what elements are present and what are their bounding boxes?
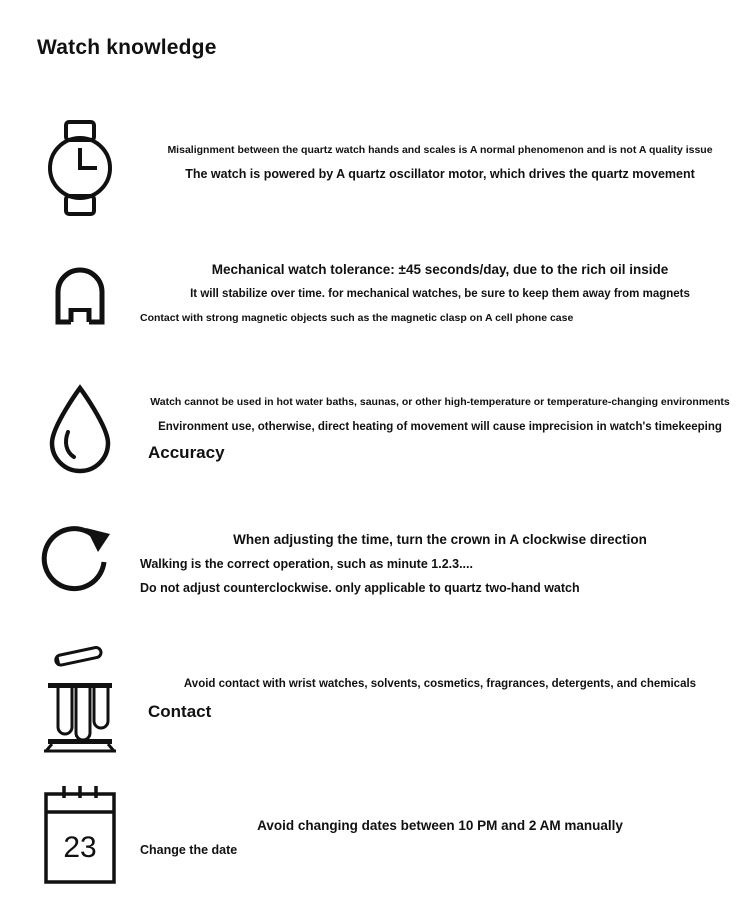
section-quartz-text [140, 144, 740, 181]
text-line: Do not adjust counterclockwise. only applicable to quartz two-hand watch [140, 581, 580, 595]
text-line: Avoid changing dates between 10 PM and 2 AM manually [257, 818, 623, 833]
clockwise-arrow-icon [34, 516, 126, 608]
page-title: Watch knowledge [37, 36, 217, 59]
text-line: Change the date [140, 843, 238, 857]
section-crown-text [140, 532, 740, 595]
section-crown [0, 512, 750, 622]
section-contact [0, 640, 750, 760]
calendar-day-number: 23 [63, 831, 97, 864]
text-line: Environment use, otherwise, direct heating of movement will cause imprecision in watch's timekeeping [158, 421, 722, 433]
section-quartz [0, 110, 750, 225]
water-drop-icon [34, 382, 126, 474]
calendar-icon [34, 782, 126, 888]
watch-icon [34, 118, 126, 218]
text-line: The watch is powered by A quartz oscillator motor, which drives the quartz movement [185, 167, 695, 181]
text-line: It will stabilize over time. for mechanical watches, be sure to keep them away from magnets [190, 288, 690, 300]
text-line: Avoid contact with wrist watches, solvents, cosmetics, fragrances, detergents, and chemicals [183, 678, 697, 690]
section-date-text [140, 818, 740, 857]
text-line: Walking is the correct operation, such as minute 1.2.3.... [140, 557, 473, 571]
text-line: Contact [148, 702, 212, 721]
section-mechanical-text [140, 262, 740, 324]
text-line: Watch cannot be used in hot water baths, saunas, or other high-temperature or temperature-changing environments [150, 396, 730, 408]
magnet-icon [34, 250, 126, 342]
section-contact-text [140, 678, 740, 722]
text-line: Misalignment between the quartz watch hands and scales is A normal phenomenon and is not A quality issue [167, 144, 713, 156]
text-line: Accuracy [148, 443, 225, 462]
section-accuracy [0, 378, 750, 488]
text-line: Mechanical watch tolerance: ±45 seconds/day, due to the rich oil inside [211, 262, 669, 277]
text-line: When adjusting the time, turn the crown in A clockwise direction [233, 532, 647, 547]
section-date [0, 780, 750, 890]
section-mechanical [0, 248, 750, 358]
section-accuracy-text [140, 396, 740, 463]
test-tubes-icon [34, 640, 126, 758]
text-line: Contact with strong magnetic objects such as the magnetic clasp on A cell phone case [140, 312, 574, 324]
